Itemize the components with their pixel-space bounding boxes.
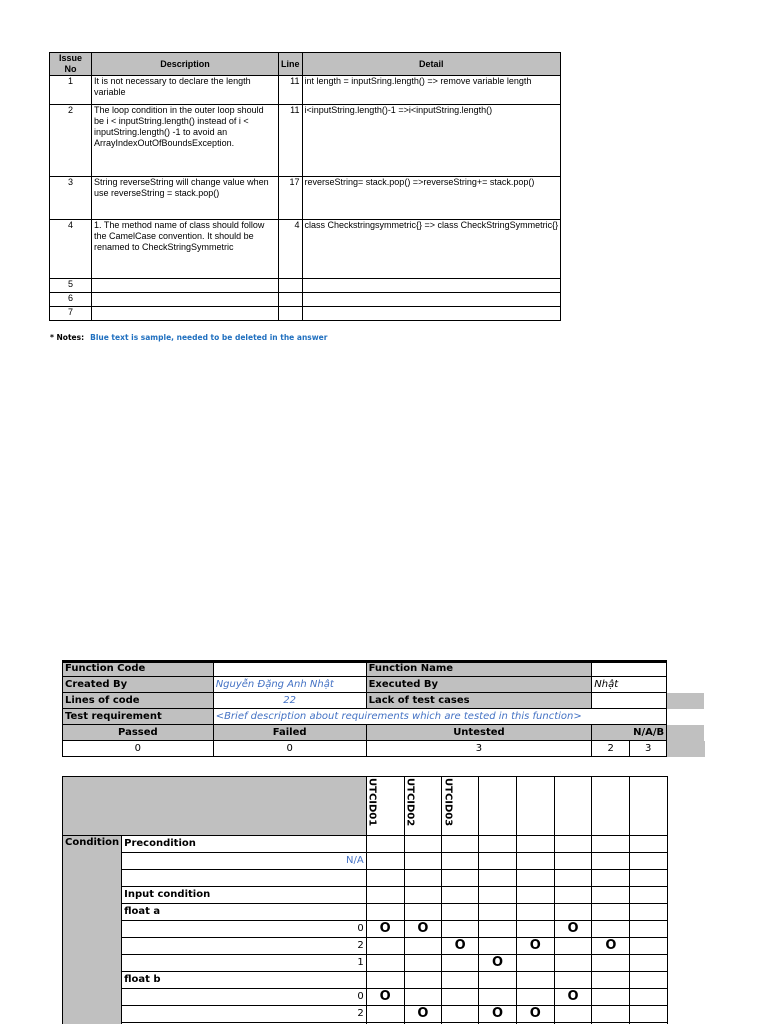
- input-group-name: float a: [122, 904, 367, 921]
- issue-no: 1: [50, 76, 92, 105]
- test-mark: [630, 955, 668, 972]
- issue-description: [92, 293, 279, 307]
- precondition-value: N/A: [122, 853, 367, 870]
- issue-no: 4: [50, 220, 92, 279]
- failed-count: 0: [213, 741, 366, 757]
- test-mark: O: [479, 1006, 517, 1023]
- test-case-id: [592, 777, 630, 836]
- input-value: 1: [122, 955, 367, 972]
- test-case-id: UTCID03: [442, 777, 479, 836]
- precondition-label: Precondition: [122, 836, 367, 853]
- lines-of-code-value: 22: [213, 693, 366, 709]
- test-case-id: [630, 777, 668, 836]
- test-mark: [442, 955, 479, 972]
- input-value-row: [63, 989, 668, 1006]
- notes-text: Blue text is sample, needed to be deleted in the answer: [90, 333, 328, 342]
- test-mark: [366, 955, 404, 972]
- issue-row: [50, 220, 561, 279]
- test-mark: [516, 989, 554, 1006]
- issue-row: [50, 76, 561, 105]
- passed-count: 0: [63, 741, 214, 757]
- test-mark: [592, 921, 630, 938]
- function-code-label: Function Code: [63, 661, 214, 677]
- test-mark: [479, 921, 517, 938]
- test-mark: [516, 921, 554, 938]
- test-mark: [479, 938, 517, 955]
- issue-no: 2: [50, 105, 92, 177]
- issue-row: [50, 105, 561, 177]
- issue-detail: [302, 293, 561, 307]
- test-requirement-label: Test requirement: [63, 709, 214, 725]
- function-header: [62, 660, 705, 763]
- header-description: Description: [92, 53, 279, 76]
- b-count: 3: [630, 741, 667, 757]
- top-border: [62, 660, 667, 663]
- untested-count: 3: [366, 741, 592, 757]
- issue-description: [92, 279, 279, 293]
- input-group-row: [63, 904, 668, 921]
- test-mark: [554, 1006, 592, 1023]
- test-mark: O: [366, 921, 404, 938]
- header-line: Line: [279, 53, 303, 76]
- test-mark: O: [479, 955, 517, 972]
- test-mark: [630, 938, 668, 955]
- input-value: 2: [122, 1006, 367, 1023]
- test-case-id: [554, 777, 592, 836]
- untested-header: Untested: [366, 725, 592, 741]
- executed-by-label: Executed By: [366, 677, 592, 693]
- test-mark: [404, 989, 442, 1006]
- test-mark: O: [404, 1006, 442, 1023]
- created-by-value: Nguyễn Đặng Anh Nhật: [213, 677, 366, 693]
- issue-table: [49, 52, 561, 321]
- issue-no: 7: [50, 307, 92, 321]
- lines-of-code-label: Lines of code: [63, 693, 214, 709]
- test-case-id: UTCID02: [404, 777, 442, 836]
- test-mark: [442, 1006, 479, 1023]
- issue-table-header: [50, 53, 561, 76]
- test-matrix-table: [62, 776, 668, 1024]
- issue-no: 3: [50, 177, 92, 220]
- na-count: 2: [592, 741, 630, 757]
- input-condition-label: Input condition: [122, 887, 367, 904]
- input-group-name: float b: [122, 972, 367, 989]
- issue-line: 11: [279, 105, 303, 177]
- notes: [50, 333, 327, 342]
- test-mark: [554, 938, 592, 955]
- issue-detail: reverseString= stack.pop() =>reverseString+= stack.pop(): [302, 177, 561, 220]
- na-b-header: N/A/B: [592, 725, 667, 741]
- input-value-row: [63, 938, 668, 955]
- issue-row: [50, 307, 561, 321]
- issue-detail: int length = inputSring.length() => remove variable length: [302, 76, 561, 105]
- executed-by-value: Nhật: [592, 677, 667, 693]
- issue-description: String reverseString will change value when use reverseString = stack.pop(): [92, 177, 279, 220]
- failed-header: Failed: [213, 725, 366, 741]
- issue-row: [50, 177, 561, 220]
- precondition-value-row: [63, 853, 668, 870]
- issue-line: [279, 293, 303, 307]
- function-name-label: Function Name: [366, 661, 592, 677]
- input-value-row: [63, 955, 668, 972]
- test-requirement-value: <Brief description about requirements which are tested in this function>: [213, 709, 666, 725]
- test-mark: O: [592, 938, 630, 955]
- issue-row: [50, 279, 561, 293]
- issue-line: 4: [279, 220, 303, 279]
- test-matrix: [62, 776, 668, 1024]
- lack-of-test-cases-value: [592, 693, 667, 709]
- issue-description: The loop condition in the outer loop should be i < inputString.length() instead of i < inputString.length() -1 to avoid an ArrayIndexOutOfBoundsException.: [92, 105, 279, 177]
- test-mark: [592, 989, 630, 1006]
- issue-description: [92, 307, 279, 321]
- matrix-header-row: [63, 777, 668, 836]
- input-condition-row: [63, 887, 668, 904]
- test-mark: [630, 989, 668, 1006]
- test-mark: [630, 1006, 668, 1023]
- test-mark: [366, 1006, 404, 1023]
- header-detail: Detail: [302, 53, 561, 76]
- test-mark: O: [404, 921, 442, 938]
- test-case-id: UTCID01: [366, 777, 404, 836]
- input-group-row: [63, 972, 668, 989]
- issue-detail: [302, 307, 561, 321]
- test-mark: O: [516, 938, 554, 955]
- test-mark: [554, 955, 592, 972]
- issue-row: [50, 293, 561, 307]
- test-mark: [366, 938, 404, 955]
- issue-detail: i<inputString.length()-1 =>i<inputString.length(): [302, 105, 561, 177]
- test-mark: O: [554, 921, 592, 938]
- test-mark: [592, 955, 630, 972]
- input-value-row: [63, 1006, 668, 1023]
- test-mark: O: [366, 989, 404, 1006]
- input-value-row: [63, 921, 668, 938]
- created-by-label: Created By: [63, 677, 214, 693]
- issue-line: 17: [279, 177, 303, 220]
- condition-label: Condition: [63, 836, 122, 1024]
- input-value: 0: [122, 921, 367, 938]
- test-mark: [404, 955, 442, 972]
- lack-of-test-cases-label: Lack of test cases: [366, 693, 592, 709]
- test-mark: [404, 938, 442, 955]
- issue-description: 1. The method name of class should follow the CamelCase convention. It should be renamed to CheckStringSymmetric: [92, 220, 279, 279]
- issue-line: [279, 279, 303, 293]
- test-case-id: [479, 777, 517, 836]
- issue-no: 5: [50, 279, 92, 293]
- test-mark: O: [442, 938, 479, 955]
- passed-header: Passed: [63, 725, 214, 741]
- test-mark: O: [516, 1006, 554, 1023]
- test-mark: [442, 989, 479, 1006]
- test-mark: [442, 921, 479, 938]
- input-value: 2: [122, 938, 367, 955]
- test-case-id: [516, 777, 554, 836]
- header-issue-no: Issue No: [50, 53, 92, 76]
- blank-row: [63, 870, 668, 887]
- test-mark: [479, 989, 517, 1006]
- precondition-row: [63, 836, 668, 853]
- test-mark: [516, 955, 554, 972]
- issue-line: 11: [279, 76, 303, 105]
- issue-description: It is not necessary to declare the length variable: [92, 76, 279, 105]
- issue-no: 6: [50, 293, 92, 307]
- function-info-table: [62, 660, 705, 757]
- notes-label: * Notes:: [50, 333, 85, 342]
- issue-detail: class Checkstringsymmetric{} => class CheckStringSymmetric{}: [302, 220, 561, 279]
- issue-line: [279, 307, 303, 321]
- test-mark: O: [554, 989, 592, 1006]
- test-mark: [630, 921, 668, 938]
- test-mark: [592, 1006, 630, 1023]
- issue-detail: [302, 279, 561, 293]
- input-value: 0: [122, 989, 367, 1006]
